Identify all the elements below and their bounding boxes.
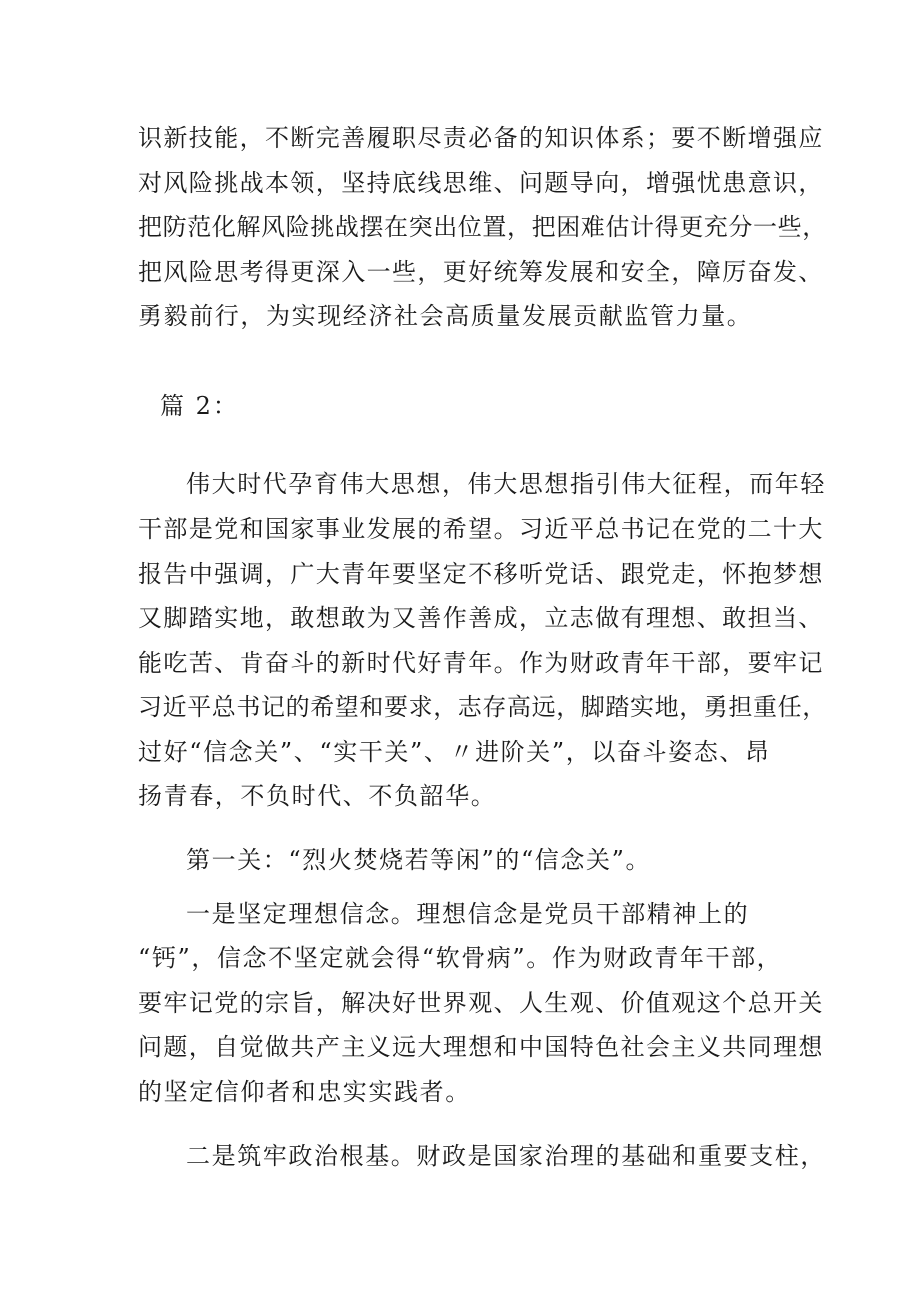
text-line: 能吃苦、肯奋斗的新时代好青年。作为财政青年干部，要牢记 <box>138 649 824 677</box>
text-line: 一是坚定理想信念。理想信念是党员干部精神上的 <box>186 900 750 928</box>
text-line: 把风险思考得更深入一些，更好统筹发展和安全，障厉奋发、 <box>138 258 824 286</box>
text-line: 干部是党和国家事业发展的希望。习近平总书记在党的二十大 <box>138 515 824 543</box>
text-line: 二是筑牢政治根基。财政是国家治理的基础和重要支柱， <box>186 1142 826 1170</box>
text-line: 报告中强调，广大青年要坚定不移听党话、跟党走，怀抱梦想 <box>138 560 824 588</box>
text-line: 问题，自觉做共产主义远大理想和中国特色社会主义共同理想 <box>138 1033 824 1061</box>
text-line: 习近平总书记的希望和要求，志存高远，脚踏实地，勇担重任， <box>138 693 827 721</box>
section-heading: 篇 2： <box>160 392 239 420</box>
subsection-heading: 第一关：“烈火焚烧若等闲”的“信念关”。 <box>186 846 652 874</box>
text-line: “钙”，信念不坚定就会得“软骨病”。作为财政青年干部， <box>138 944 783 972</box>
text-line: 过好“信念关”、“实干关”、〃进阶关”，以奋斗姿态、昂 <box>138 738 771 766</box>
text-line: 扬青春，不负时代、不负韶华。 <box>138 782 497 810</box>
text-line: 要牢记党的宗旨，解决好世界观、人生观、价值观这个总开关 <box>138 989 824 1017</box>
text-line: 把防范化解风险挑战摆在突出位置，把困难估计得更充分一些， <box>138 213 827 241</box>
text-line: 伟大时代孕育伟大思想，伟大思想指引伟大征程，而年轻 <box>186 470 826 498</box>
text-line: 勇毅前行，为实现经济社会高质量发展贡献监管力量。 <box>138 302 753 330</box>
text-line: 的坚定信仰者和忠实实践者。 <box>138 1078 471 1106</box>
text-line: 对风险挑战本领，坚持底线思维、问题导向，增强忧患意识， <box>138 169 824 197</box>
text-line: 又脚踏实地，敢想敢为又善作善成，立志做有理想、敢担当、 <box>138 604 824 632</box>
text-line: 识新技能，不断完善履职尽责必备的知识体系；要不断增强应 <box>138 124 824 152</box>
